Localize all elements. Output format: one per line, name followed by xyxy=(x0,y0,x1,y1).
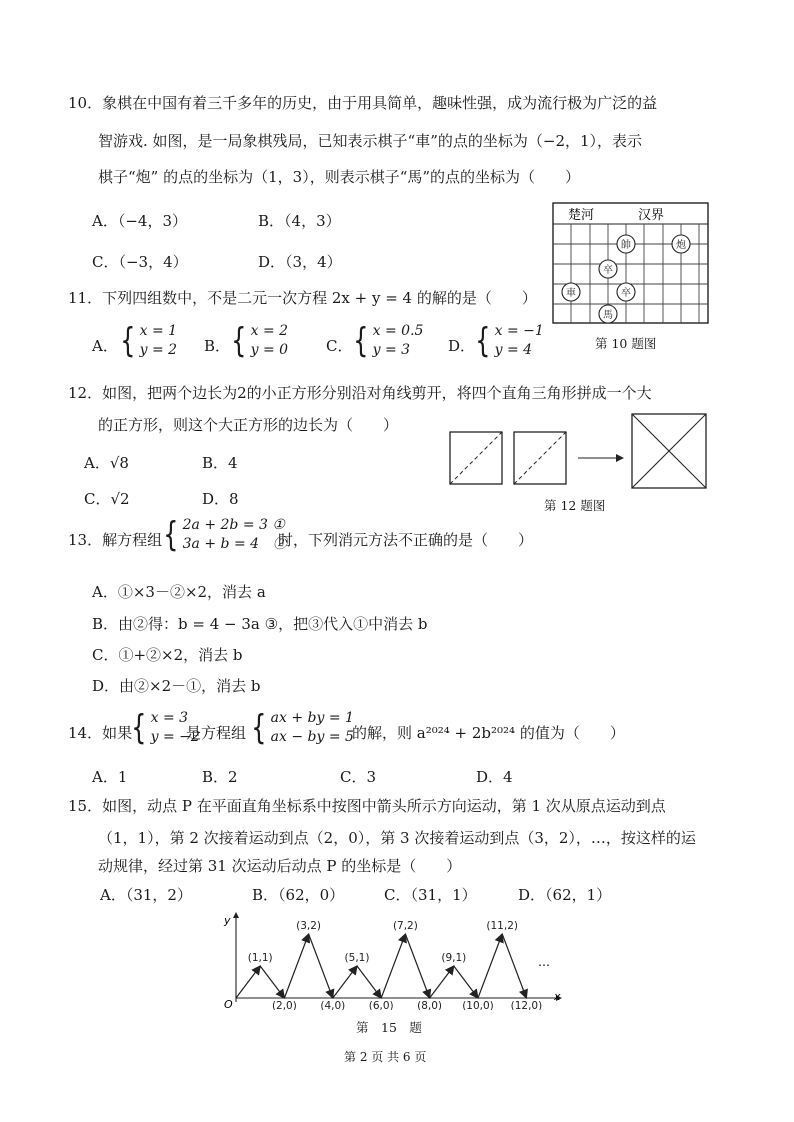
q11-a-row1: x = 1 xyxy=(139,323,178,339)
q11-c-row2: y = 3 xyxy=(372,342,411,358)
point-label: (1,1) xyxy=(247,952,273,964)
x-axis-label: x xyxy=(554,990,561,1003)
q11-option-c-letter: C． xyxy=(326,337,353,355)
q11-option-c-system: { x = 0.5 y = 3 xyxy=(353,321,424,361)
q15-option-d: D．（62，1） xyxy=(518,886,612,904)
q14-s2-row2: ax − by = 5 xyxy=(270,729,354,745)
q10-line1: 10．象棋在中国有着三千多年的历史，由于用具简单，趣味性强，成为流行极为广泛的益 xyxy=(68,94,658,112)
q12-figure xyxy=(448,412,710,490)
river-label-left: 楚河 xyxy=(568,208,595,223)
q11-stem: 11．下列四组数中，不是二元一次方程 2x + y = 4 的解的是（ ） xyxy=(68,289,537,307)
point-label: (7,2) xyxy=(392,920,418,932)
q11-d-row1: x = −1 xyxy=(494,323,544,339)
path-segment xyxy=(236,966,260,998)
q13-system: { 2a + 2b = 3 ① 3a + b = 4 ② xyxy=(163,515,288,555)
q15-line2: （1，1），第 2 次接着运动到点（2，0），第 3 次接着运动到点（3，2），…，按这样的运 xyxy=(98,829,696,847)
point-label: (12,0) xyxy=(510,1000,543,1010)
q10-line2: 智游戏. 如图，是一局象棋残局，已知表示棋子“車”的点的坐标为（−2，1），表示 xyxy=(98,132,643,150)
q11-option-a-system: { x = 1 y = 2 xyxy=(120,321,178,361)
q10-option-c: C．（−3，4） xyxy=(92,253,188,271)
q15-option-b: B．（62，0） xyxy=(252,886,345,904)
piece-shuai: 帥 xyxy=(621,240,631,251)
point-label: (3,2) xyxy=(296,920,322,932)
path-segment xyxy=(381,934,405,998)
q14-option-d: D．4 xyxy=(476,768,513,786)
q12-option-a: A．√8 xyxy=(84,454,129,472)
q11-b-row2: y = 0 xyxy=(250,342,289,358)
q10-option-d: D．（3，4） xyxy=(258,253,342,271)
path-segment xyxy=(430,966,454,998)
q10-line3: 棋子“炮” 的点的坐标为（1，3），则表示棋子“馬”的点的坐标为（ ） xyxy=(98,168,581,186)
path-segment xyxy=(405,934,429,998)
q12-line1: 12．如图，把两个边长为2的小正方形分别沿对角线剪开，将四个直角三角形拼成一个大 xyxy=(68,384,652,402)
q12-option-d: D．8 xyxy=(202,490,239,508)
q14-option-b: B．2 xyxy=(202,768,238,786)
path-segment xyxy=(260,966,284,998)
q11-option-b-letter: B． xyxy=(204,337,231,355)
path-segment xyxy=(454,966,478,998)
point-label: (10,0) xyxy=(462,1000,494,1010)
q11-option-a-letter: A． xyxy=(92,337,118,355)
point-label: (2,0) xyxy=(271,1000,297,1010)
point-label: (6,0) xyxy=(368,1000,394,1010)
piece-zu-2: 卒 xyxy=(621,288,631,299)
q15-caption: 第 15 题 xyxy=(356,1020,422,1035)
q13-suffix: 时，下列消元方法不正确的是（ ） xyxy=(278,531,534,549)
q11-d-row2: y = 4 xyxy=(494,342,533,358)
q14-s1-row2: y = −2 xyxy=(150,729,200,745)
q14-option-a: A．1 xyxy=(92,768,128,786)
piece-pao: 炮 xyxy=(676,240,686,251)
q15-option-a: A．（31，2） xyxy=(100,886,192,904)
q13-option-d: D．由②×2－①，消去 b xyxy=(92,677,261,695)
q14-prefix: 14．如果 xyxy=(68,724,133,742)
q11-a-row2: y = 2 xyxy=(139,342,178,358)
q10-caption: 第 10 题图 xyxy=(595,336,657,351)
graph-ellipsis: … xyxy=(538,955,550,969)
q13-eq2: 3a + b = 4 ② xyxy=(182,536,288,552)
origin-label: O xyxy=(224,998,233,1010)
q13-eq1: 2a + 2b = 3 ① xyxy=(182,517,285,533)
path-segment xyxy=(284,934,308,998)
q13-option-a: A．①×3－②×2，消去 a xyxy=(92,583,266,601)
q14-equation-system: { ax + by = 1 ax − by = 5 xyxy=(251,708,354,748)
q14-suffix: 的解，则 a²⁰²⁴ + 2b²⁰²⁴ 的值为（ ） xyxy=(352,724,625,742)
q14-s1-row1: x = 3 xyxy=(150,710,189,726)
point-label: (9,1) xyxy=(441,952,467,964)
q14-solution-system: { x = 3 y = −2 xyxy=(131,708,200,748)
point-label: (8,0) xyxy=(417,1000,443,1010)
y-axis-label: y xyxy=(224,914,231,927)
path-segment xyxy=(478,934,502,998)
path-segment xyxy=(502,934,526,998)
point-label: (5,1) xyxy=(344,952,370,964)
q10-option-a: A．（−4，3） xyxy=(92,212,187,230)
q11-b-row1: x = 2 xyxy=(250,323,289,339)
point-label: (11,2) xyxy=(486,920,518,932)
q13-option-b: B．由②得：b = 4 − 3a ③，把③代入①中消去 b xyxy=(92,615,428,633)
q15-line3: 动规律，经过第 31 次运动后动点 P 的坐标是（ ） xyxy=(98,857,462,875)
point-label: (4,0) xyxy=(320,1000,346,1010)
q14-s2-row1: ax + by = 1 xyxy=(270,710,354,726)
q13-prefix: 13．解方程组 xyxy=(68,531,163,549)
q11-option-d-system: { x = −1 y = 4 xyxy=(475,321,544,361)
q14-option-c: C．3 xyxy=(340,768,377,786)
piece-ma: 馬 xyxy=(603,310,613,321)
q11-c-row1: x = 0.5 xyxy=(372,323,424,339)
q10-option-b: B．（4，3） xyxy=(258,212,341,230)
q12-line2: 的正方形，则这个大正方形的边长为（ ） xyxy=(98,416,399,434)
q15-path-graph xyxy=(210,910,570,1010)
path-segment xyxy=(357,966,381,998)
path-segment xyxy=(333,966,357,998)
q12-caption: 第 12 题图 xyxy=(544,498,606,513)
q12-option-c: C．√2 xyxy=(84,490,130,508)
q11-option-d-letter: D． xyxy=(448,337,476,355)
q11-option-b-system: { x = 2 y = 0 xyxy=(231,321,289,361)
page-footer: 第 2 页 共 6 页 xyxy=(344,1050,427,1064)
q12-option-b: B．4 xyxy=(202,454,238,472)
q15-line1: 15．如图，动点 P 在平面直角坐标系中按图中箭头所示方向运动，第 1 次从原点运动到点 xyxy=(68,797,666,815)
q13-option-c: C．①+②×2，消去 b xyxy=(92,646,243,664)
q15-option-c: C．（31，1） xyxy=(384,886,477,904)
piece-ju: 車 xyxy=(566,288,576,299)
piece-zu-1: 卒 xyxy=(603,265,613,276)
path-segment xyxy=(309,934,333,998)
q14-mid: 是方程组 xyxy=(186,724,247,742)
chessboard-figure xyxy=(552,202,710,330)
river-label-right: 汉界 xyxy=(638,208,665,223)
